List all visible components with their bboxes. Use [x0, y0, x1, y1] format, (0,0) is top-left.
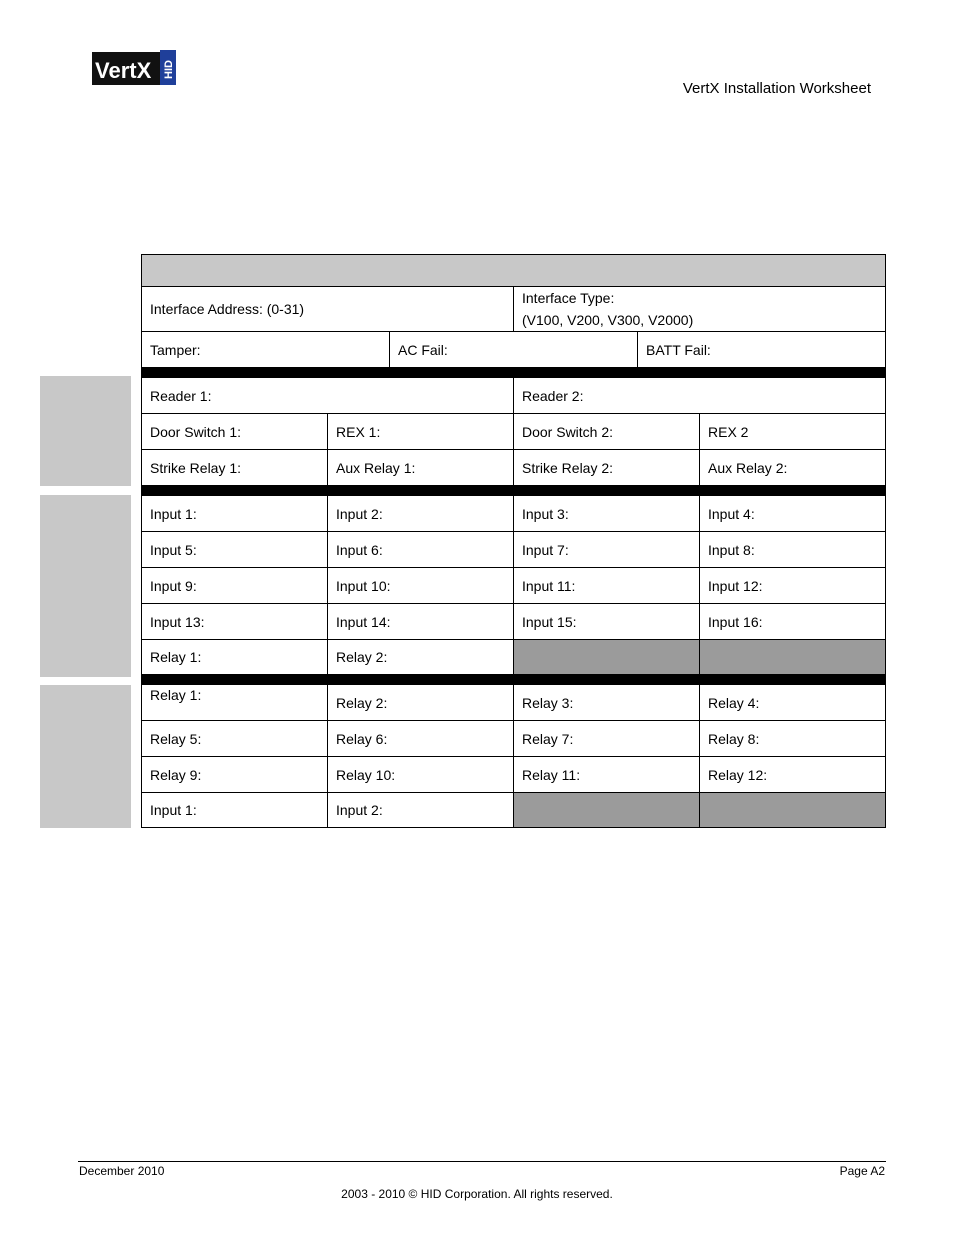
input-relay-row	[141, 640, 886, 675]
input-field[interactable]: Input 14:	[328, 604, 514, 639]
aux-relay-1-field[interactable]: Aux Relay 1:	[328, 450, 514, 485]
aux-relay-2-field[interactable]: Aux Relay 2:	[708, 459, 788, 476]
relay-field[interactable]: Relay 10:	[328, 757, 514, 792]
relay-field[interactable]: Relay 1:	[142, 685, 328, 720]
shaded-cell	[514, 640, 700, 674]
input-row	[141, 604, 886, 640]
input-field[interactable]: Input 7:	[514, 532, 700, 567]
side-tab-relays	[40, 685, 131, 828]
reader-1-field[interactable]: Reader 1:	[142, 378, 514, 413]
ac-fail-field[interactable]: AC Fail:	[390, 332, 638, 367]
relay-input-row	[141, 793, 886, 828]
relay-field[interactable]: Relay 4:	[708, 694, 760, 711]
footer-rule	[78, 1161, 886, 1162]
rex-1-field[interactable]: REX 1:	[328, 414, 514, 449]
rex-2-field[interactable]: REX 2	[708, 423, 749, 440]
input-field[interactable]: Input 5:	[142, 532, 328, 567]
footer-page-number: Page A2	[839, 1164, 885, 1178]
input-field[interactable]: Input 2:	[328, 496, 514, 531]
door-switch-1-field[interactable]: Door Switch 1:	[142, 414, 328, 449]
input-row	[141, 496, 886, 532]
input-field[interactable]: Input 4:	[708, 505, 755, 522]
interface-address-field[interactable]: Interface Address: (0-31)	[142, 287, 514, 331]
relay-field[interactable]: Relay 7:	[514, 721, 700, 756]
batt-fail-field[interactable]: BATT Fail:	[646, 341, 711, 358]
vertx-hid-logo	[90, 48, 180, 88]
logo-wordmark: VertX	[95, 58, 152, 83]
shaded-cell	[514, 793, 700, 827]
relay-field[interactable]: Relay 9:	[142, 757, 328, 792]
side-tab-inputs	[40, 495, 131, 677]
door-row	[141, 414, 886, 450]
relay-2-field[interactable]: Relay 2:	[328, 640, 514, 674]
reader-row	[141, 378, 886, 414]
side-tab-readers	[40, 376, 131, 486]
alarm-row	[141, 332, 886, 368]
relay-field[interactable]: Relay 2:	[328, 685, 514, 720]
relay-row	[141, 757, 886, 793]
relay-field[interactable]: Relay 3:	[514, 685, 700, 720]
logo-badge: HID	[163, 60, 175, 79]
input-field[interactable]: Input 10:	[328, 568, 514, 603]
interface-type-options: (V100, V200, V300, V2000)	[522, 312, 694, 328]
relay-row	[141, 721, 886, 757]
relay-field[interactable]: Relay 5:	[142, 721, 328, 756]
tamper-field[interactable]: Tamper:	[142, 332, 390, 367]
input-field[interactable]: Input 15:	[514, 604, 700, 639]
reader-2-field[interactable]: Reader 2:	[522, 387, 584, 404]
strike-relay-2-field[interactable]: Strike Relay 2:	[514, 450, 700, 485]
relay-1-field[interactable]: Relay 1:	[142, 640, 328, 674]
input-row	[141, 568, 886, 604]
section-divider	[141, 486, 886, 496]
input-field[interactable]: Input 6:	[328, 532, 514, 567]
strike-relay-1-field[interactable]: Strike Relay 1:	[142, 450, 328, 485]
input-field[interactable]: Input 11:	[514, 568, 700, 603]
document-title: VertX Installation Worksheet	[682, 80, 871, 97]
section-divider	[141, 675, 886, 685]
input-field[interactable]: Input 8:	[708, 541, 755, 558]
relay-field[interactable]: Relay 12:	[708, 766, 768, 783]
input-field[interactable]: Input 13:	[142, 604, 328, 639]
worksheet-table	[141, 254, 886, 828]
footer-copyright: 2003 - 2010 © HID Corporation. All rights reserved.	[341, 1187, 613, 1201]
strike-row	[141, 450, 886, 486]
footer-date: December 2010	[79, 1164, 165, 1178]
input-2-field[interactable]: Input 2:	[328, 793, 514, 827]
relay-field[interactable]: Relay 6:	[328, 721, 514, 756]
input-field[interactable]: Input 12:	[708, 577, 763, 594]
door-switch-2-field[interactable]: Door Switch 2:	[514, 414, 700, 449]
input-1-field[interactable]: Input 1:	[142, 793, 328, 827]
input-field[interactable]: Input 9:	[142, 568, 328, 603]
interface-row	[141, 287, 886, 332]
shaded-cell	[700, 793, 885, 827]
input-row	[141, 532, 886, 568]
input-field[interactable]: Input 16:	[708, 613, 763, 630]
interface-type-field[interactable]	[514, 287, 885, 331]
relay-field[interactable]: Relay 11:	[514, 757, 700, 792]
section-divider	[141, 368, 886, 378]
input-field[interactable]: Input 3:	[514, 496, 700, 531]
interface-type-label: Interface Type:	[522, 290, 615, 306]
relay-row	[141, 685, 886, 721]
shaded-cell	[700, 640, 885, 674]
table-header-bar	[141, 254, 886, 287]
relay-field[interactable]: Relay 8:	[708, 730, 760, 747]
input-field[interactable]: Input 1:	[142, 496, 328, 531]
